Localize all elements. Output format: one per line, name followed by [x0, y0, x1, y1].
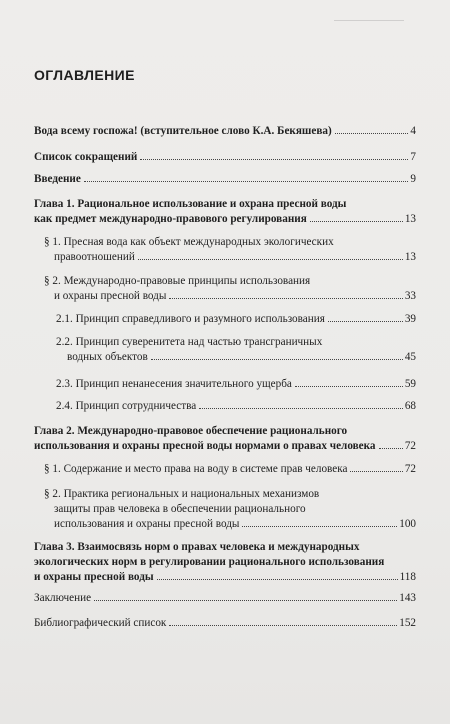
- toc-entry-title: § 2. Международно-правовые принципы использования: [44, 275, 311, 287]
- toc-entry[interactable]: [34, 335, 416, 365]
- dot-leader: [84, 181, 409, 182]
- toc-entry-title: использования и охраны пресной воды нормами о правах человека: [34, 440, 376, 452]
- toc-entry-title: 2.1. Принцип справедливого и разумного использования: [56, 313, 325, 325]
- toc-page-number: 45: [404, 351, 416, 363]
- toc-entry-title: и охраны пресной воды: [34, 571, 154, 583]
- dot-leader: [169, 625, 397, 626]
- toc-page-number: 59: [404, 378, 416, 390]
- toc-entry-title: использования и охраны пресной воды: [54, 518, 240, 530]
- toc-entry[interactable]: [34, 197, 416, 227]
- toc-entry-title: 2.2. Принцип суверенитета над частью трансграничных: [56, 336, 323, 348]
- toc-page-number: 13: [404, 251, 416, 263]
- toc-entry[interactable]: [34, 124, 416, 139]
- bleed-through-decoration: [334, 20, 404, 25]
- toc-entry[interactable]: [34, 377, 416, 392]
- toc-entry[interactable]: [34, 150, 416, 165]
- dot-leader: [151, 359, 403, 360]
- toc-page-number: 72: [404, 463, 416, 475]
- toc-entry-title: § 1. Пресная вода как объект международных экологических: [44, 236, 334, 248]
- toc-page-number: 33: [404, 290, 416, 302]
- dot-leader: [157, 579, 398, 580]
- toc-page-number: 100: [399, 518, 416, 530]
- toc-entry[interactable]: [34, 274, 416, 304]
- toc-page-number: 118: [399, 571, 416, 583]
- toc-entry-title: защиты прав человека в обеспечении рационального: [54, 503, 306, 515]
- toc-page-number: 68: [404, 400, 416, 412]
- toc-entry[interactable]: [34, 462, 416, 477]
- toc-entry[interactable]: [34, 487, 416, 532]
- toc-entry-title: как предмет международно-правового регулирования: [34, 213, 307, 225]
- toc-entry[interactable]: [34, 399, 416, 414]
- toc-entry-title: Список сокращений: [34, 151, 138, 163]
- toc-entry-title: Глава 1. Рациональное использование и охрана пресной воды: [34, 198, 347, 210]
- toc-entry-title: Вода всему госпожа! (вступительное слово К.А. Бекяшева): [34, 125, 332, 137]
- toc-page-number: 143: [399, 592, 416, 604]
- toc-entry-title: и охраны пресной воды: [54, 290, 167, 302]
- dot-leader: [328, 321, 403, 322]
- toc-entry-title: Введение: [34, 173, 81, 185]
- toc-entry-title: экологических норм в регулировании рационального использования: [34, 556, 385, 568]
- toc-entry[interactable]: [34, 312, 416, 327]
- toc-page-number: 9: [410, 173, 416, 185]
- toc-entry-title: правоотношений: [54, 251, 135, 263]
- dot-leader: [350, 471, 402, 472]
- toc-entry-title: Библиографический список: [34, 617, 167, 629]
- toc-entry[interactable]: [34, 172, 416, 187]
- toc-entry-title: Глава 2. Международно-правовое обеспечение рационального: [34, 425, 348, 437]
- toc-entry[interactable]: [34, 235, 416, 265]
- dot-leader: [94, 600, 397, 601]
- toc-page-number: 72: [404, 440, 416, 452]
- dot-leader: [295, 386, 403, 387]
- toc-entry-title: 2.4. Принцип сотрудничества: [56, 400, 197, 412]
- toc-page-number: 13: [404, 213, 416, 225]
- toc-entry[interactable]: [34, 591, 416, 606]
- dot-leader: [199, 408, 403, 409]
- page-title: ОГЛАВЛЕНИЕ: [34, 67, 135, 83]
- toc-entry[interactable]: [34, 540, 416, 585]
- toc-entry[interactable]: [34, 424, 416, 454]
- toc-entry-title: Глава 3. Взаимосвязь норм о правах человека и международных: [34, 541, 360, 553]
- dot-leader: [169, 298, 402, 299]
- toc-entry-title: водных объектов: [67, 351, 148, 363]
- toc-page-number: 39: [404, 313, 416, 325]
- toc-entry[interactable]: [34, 616, 416, 631]
- toc-entry-title: 2.3. Принцип ненанесения значительного ущерба: [56, 378, 292, 390]
- dot-leader: [138, 259, 403, 260]
- toc-page-number: 7: [410, 151, 416, 163]
- dot-leader: [310, 221, 403, 222]
- toc-entry-title: § 2. Практика региональных и национальных механизмов: [44, 488, 320, 500]
- toc-page-number: 152: [399, 617, 416, 629]
- dot-leader: [379, 448, 403, 449]
- dot-leader: [140, 159, 408, 160]
- toc-entry-title: § 1. Содержание и место права на воду в системе прав человека: [44, 463, 348, 475]
- toc-page-number: 4: [410, 125, 416, 137]
- dot-leader: [242, 526, 397, 527]
- toc-entry-title: Заключение: [34, 592, 92, 604]
- dot-leader: [335, 133, 409, 134]
